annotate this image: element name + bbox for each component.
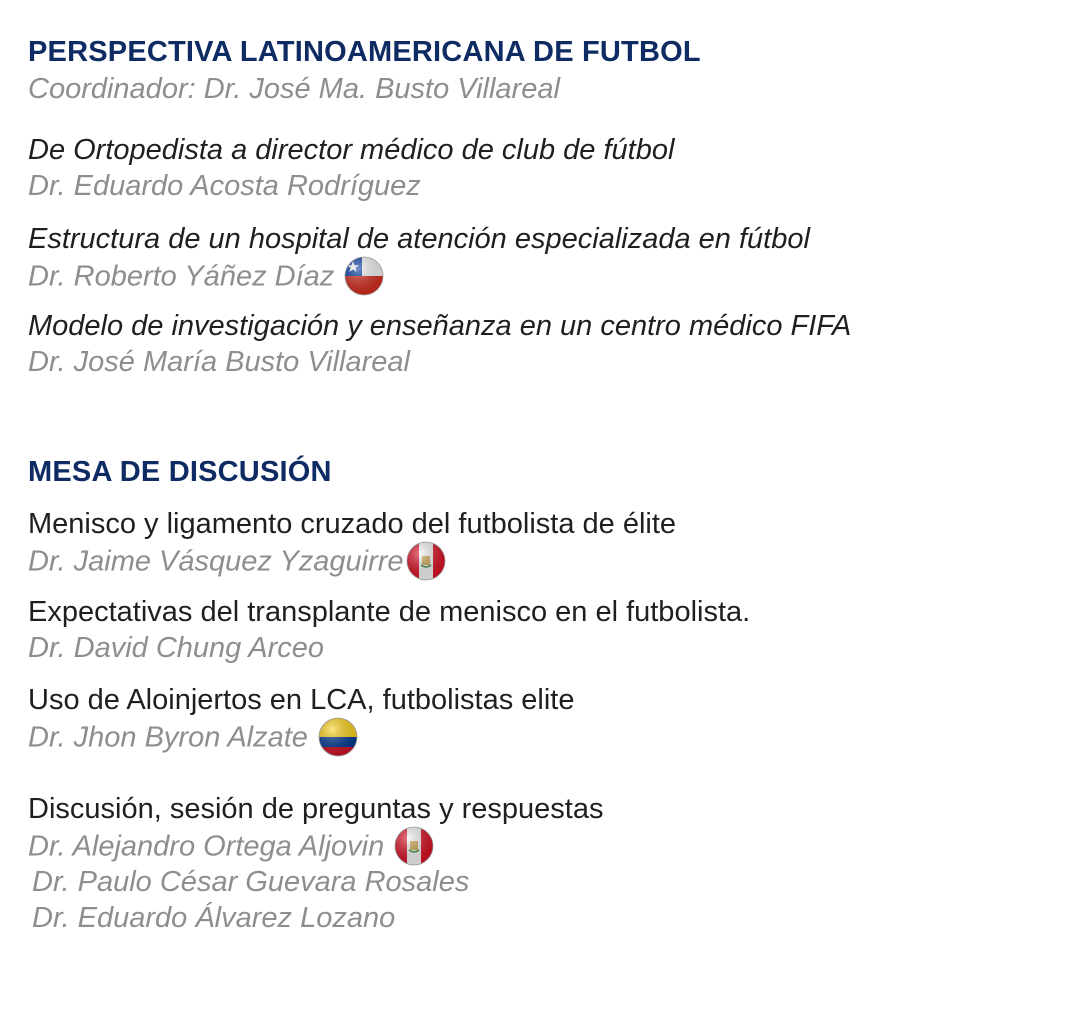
talk-speaker: Dr. Alejandro Ortega Aljovin — [28, 830, 385, 863]
chile-flag-icon — [344, 256, 384, 296]
peru-flag-icon — [394, 826, 434, 866]
talk-title: Estructura de un hospital de atención especializada en fútbol — [28, 223, 810, 255]
talk-speaker: Dr. Paulo César Guevara Rosales — [32, 866, 470, 898]
section-title-mesa: MESA DE DISCUSIÓN — [28, 456, 332, 488]
talk-title: Uso de Aloinjertos en LCA, futbolistas elite — [28, 684, 575, 716]
talk-speaker-row — [28, 828, 434, 868]
talk-speaker: Dr. Jhon Byron Alzate — [28, 721, 308, 754]
talk-title: Expectativas del transplante de menisco en el futbolista. — [28, 596, 751, 628]
talk-speaker-row — [28, 543, 446, 583]
talk-speaker: Dr. Roberto Yáñez Díaz — [28, 260, 335, 293]
talk-speaker-row — [28, 719, 358, 759]
talk-speaker: Dr. David Chung Arceo — [28, 632, 325, 664]
section-title-perspectiva: PERSPECTIVA LATINOAMERICANA DE FUTBOL — [28, 36, 701, 68]
talk-speaker: Dr. Eduardo Álvarez Lozano — [32, 902, 396, 934]
coordinator: Coordinador: Dr. José Ma. Busto Villareal — [28, 73, 560, 105]
talk-speaker: Dr. José María Busto Villareal — [28, 346, 410, 378]
talk-speaker-row — [28, 258, 384, 298]
talk-title: Discusión, sesión de preguntas y respuestas — [28, 793, 604, 825]
colombia-flag-icon — [318, 717, 358, 757]
peru-flag-icon — [406, 541, 446, 581]
talk-title: De Ortopedista a director médico de club de fútbol — [28, 134, 675, 166]
talk-title: Modelo de investigación y enseñanza en un centro médico FIFA — [28, 310, 852, 342]
talk-title: Menisco y ligamento cruzado del futbolista de élite — [28, 508, 677, 540]
talk-speaker: Dr. Eduardo Acosta Rodríguez — [28, 170, 421, 202]
talk-speaker: Dr. Jaime Vásquez Yzaguirre — [28, 545, 404, 578]
